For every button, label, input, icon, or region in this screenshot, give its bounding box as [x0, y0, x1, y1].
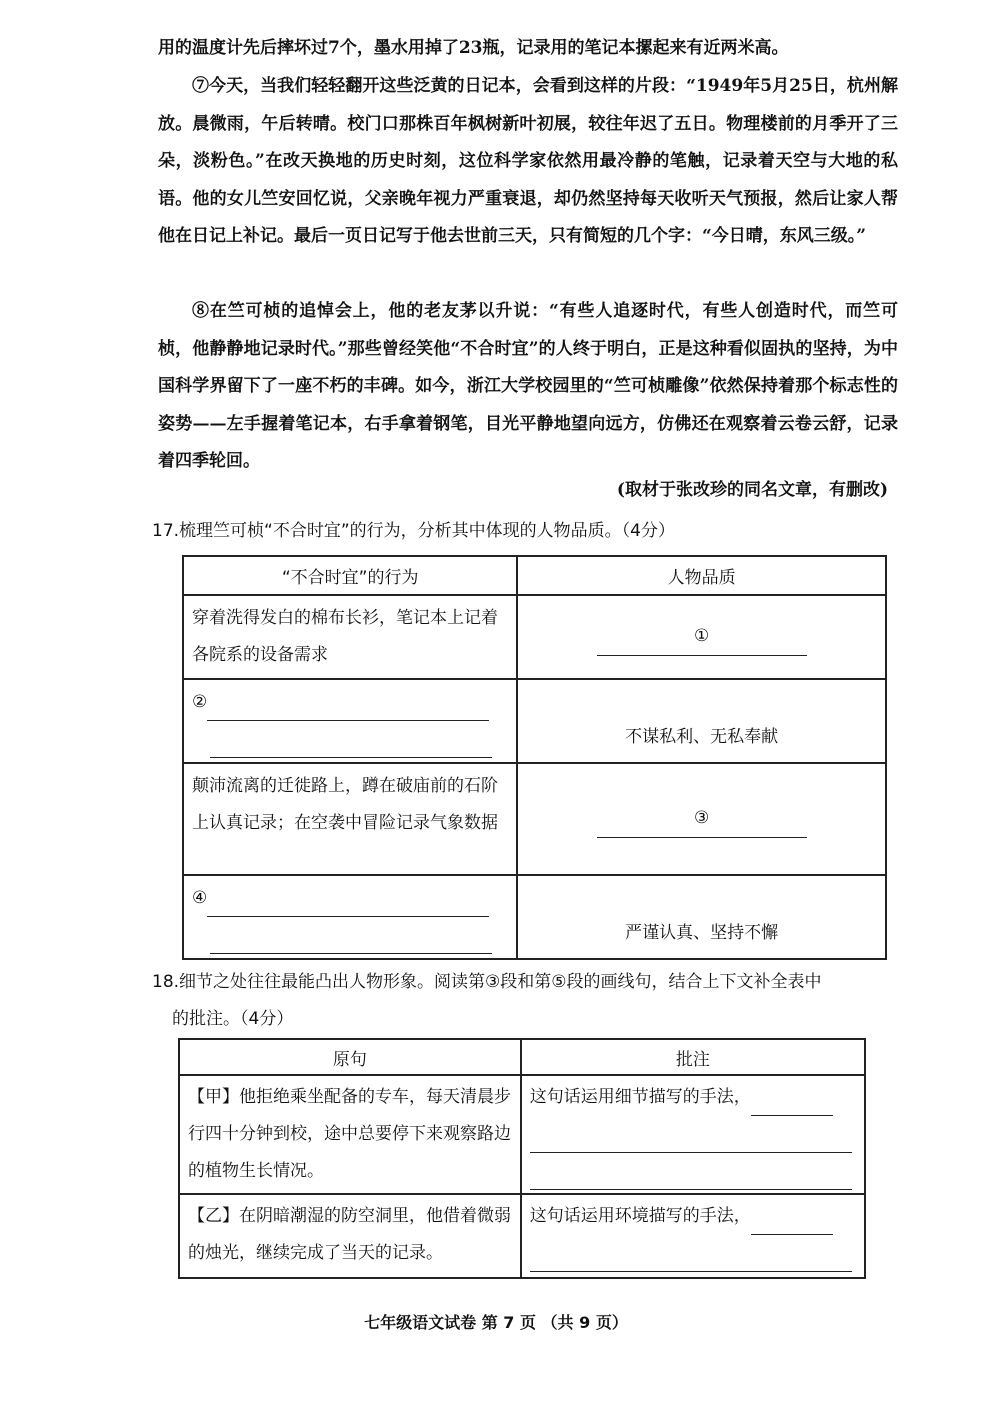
blank-label: ②: [192, 692, 208, 712]
sentence-cell: 【乙】在阴暗潮湿的防空洞里，他借着微弱的烛光，继续完成了当天的记录。: [179, 1194, 521, 1278]
question-18-prompt: [152, 964, 898, 1038]
blank-label: ③: [597, 800, 807, 838]
annotation-blank-1[interactable]: [521, 1075, 865, 1194]
behavior-cell: 颠沛流离的迁徙路上，蹲在破庙前的石阶上认真记录；在空袭中冒险记录气象数据: [183, 763, 517, 875]
annotation-blank-2[interactable]: [521, 1194, 865, 1278]
table-row: [183, 595, 886, 679]
table-row: [183, 763, 886, 875]
paragraph-8: ⑧在竺可桢的追悼会上，他的老友茅以升说：“有些人追逐时代，有些人创造时代，而竺可桢，他静静地记录时代。”那些曾经笑他“不合时宜”的人终于明白，正是这种看似固执的坚持，为中国科学界留下了一座不朽的丰碑。如今，浙江大学校园里的“竺可桢雕像”依然保持着那个标志性的姿势——左手握着笔记本，右手拿着钢笔，目光平静地望向远方，仿佛还在观察着云卷云舒，记录着四季轮回。: [158, 301, 898, 471]
note-prefix: 这句话运用环境描写的手法，: [529, 1206, 751, 1226]
prompt-line: 的批注。（4分）: [172, 1009, 294, 1029]
table-header: 批注: [521, 1039, 865, 1075]
question-17-table: [182, 555, 887, 960]
table-row: [183, 875, 886, 959]
answer-blank-2[interactable]: [183, 679, 517, 763]
table-header: 人物品质: [517, 556, 886, 595]
table-header: “不合时宜”的行为: [183, 556, 517, 595]
source-note: (取材于张改珍的同名文章，有删改): [616, 480, 888, 500]
table-row: [179, 1075, 865, 1194]
answer-blank-3[interactable]: [517, 763, 886, 875]
prompt-line: 18.细节之处往往最能凸出人物形象。阅读第③段和第⑤段的画线句，结合上下文补全表中: [152, 972, 822, 992]
table-row: [183, 679, 886, 763]
answer-blank-4[interactable]: [183, 875, 517, 959]
quality-cell: 不谋私利、无私奉献: [517, 679, 886, 763]
sentence-cell: 【甲】他拒绝乘坐配备的专车，每天清晨步行四十分钟到校，途中总要停下来观察路边的植物生长情况。: [179, 1075, 521, 1194]
question-18-table: [178, 1038, 866, 1279]
page-footer: 七年级语文试卷 第 7 页 （共 9 页）: [364, 1313, 628, 1332]
blank-label: ④: [192, 888, 208, 908]
note-prefix: 这句话运用细节描写的手法，: [529, 1087, 751, 1107]
answer-blank-1[interactable]: [517, 595, 886, 679]
table-row: [179, 1194, 865, 1278]
behavior-cell: 穿着洗得发白的棉布长衫，笔记本上记着各院系的设备需求: [183, 595, 517, 679]
paragraph-7: ⑦今天，当我们轻轻翻开这些泛黄的日记本，会看到这样的片段：“1949年5月25日，杭州解放。晨微雨，午后转晴。校门口那株百年枫树新叶初展，较往年迟了五日。物理楼前的月季开了三朵，淡粉色。”在改天换地的历史时刻，这位科学家依然用最冷静的笔触，记录着天空与大地的私语。他的女儿竺安回忆说，父亲晚年视力严重衰退，却仍然坚持每天收听天气预报，然后让家人帮他在日记上补记。最后一页日记写于他去世前三天，只有简短的几个字：“今日晴，东风三级。”: [158, 76, 898, 246]
passage-continuation: 用的温度计先后摔坏过7个，墨水用掉了23瓶，记录用的笔记本摞起来有近两米高。: [158, 38, 789, 58]
table-header: 原句: [179, 1039, 521, 1075]
blank-label: ①: [597, 618, 807, 656]
quality-cell: 严谨认真、坚持不懈: [517, 875, 886, 959]
question-17-prompt: 17.梳理竺可桢“不合时宜”的行为，分析其中体现的人物品质。（4分）: [152, 521, 675, 541]
